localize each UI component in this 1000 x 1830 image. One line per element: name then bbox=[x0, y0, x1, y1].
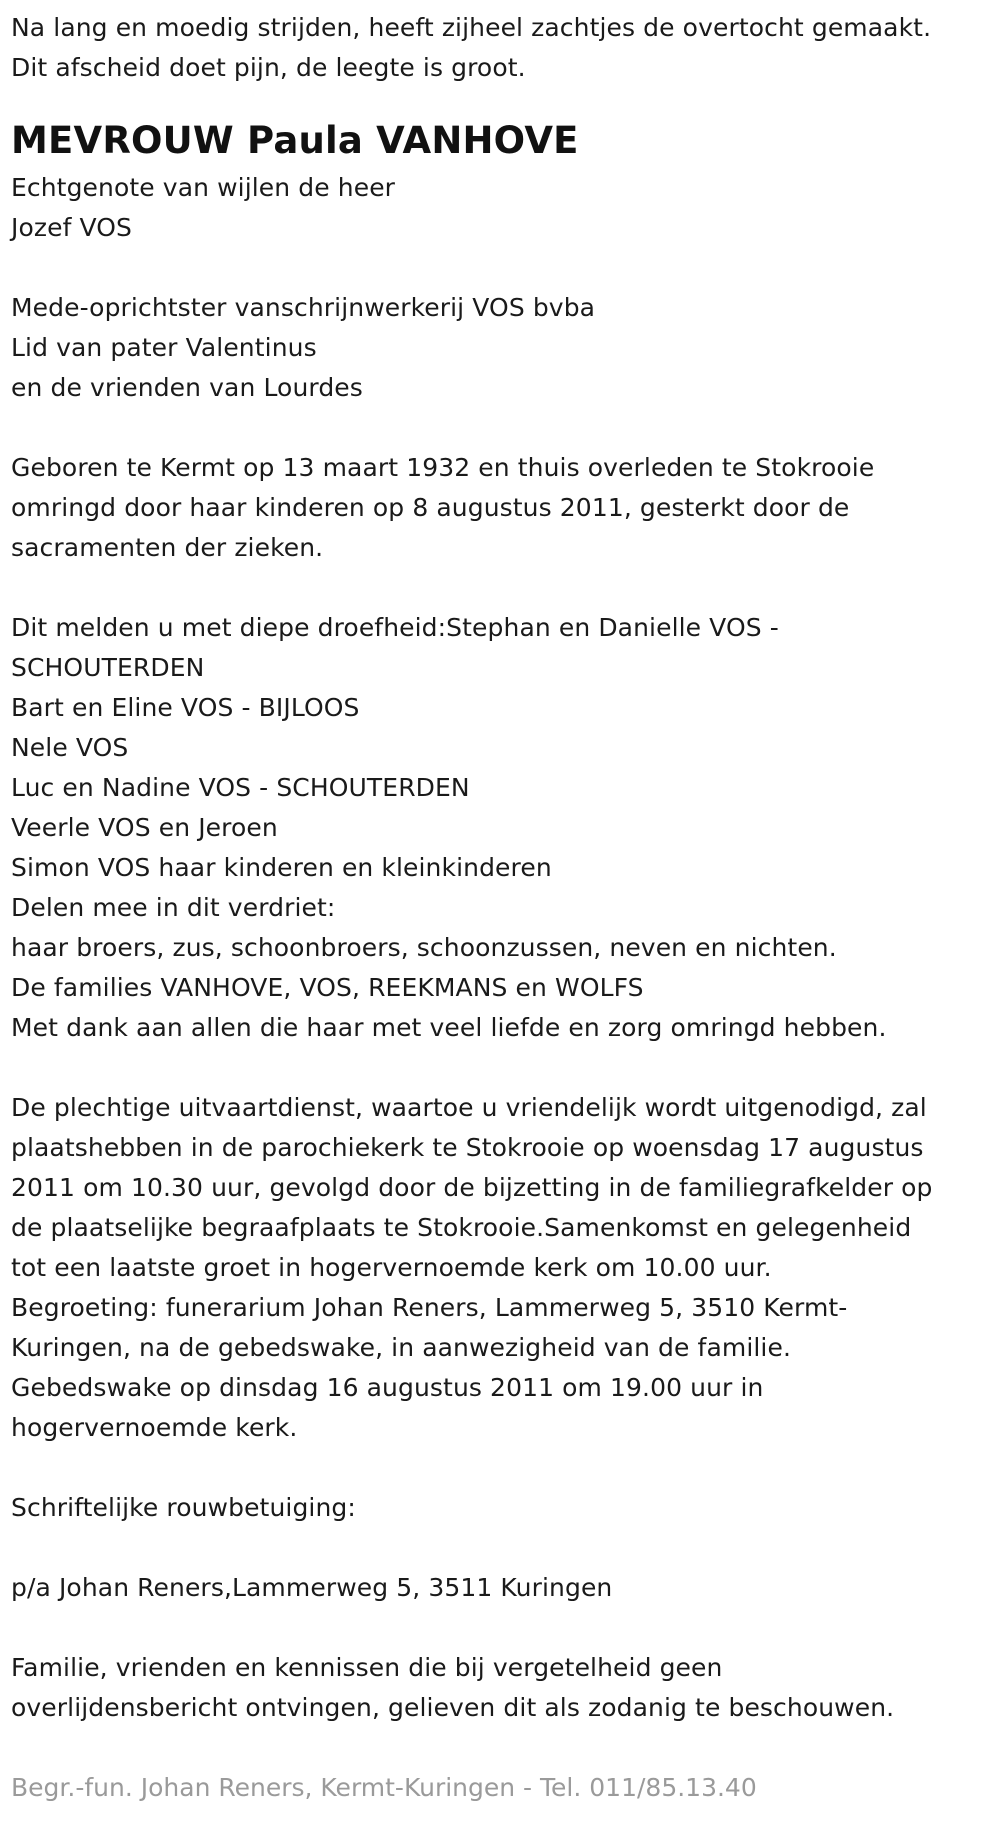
memberships bbox=[11, 288, 996, 408]
deceased-name: MEVROUW Paula VANHOVE bbox=[11, 119, 579, 162]
obituary-notice bbox=[11, 8, 996, 1808]
spacer bbox=[11, 1728, 996, 1768]
family-line: Dit melden u met diepe droefheid:Stephan en Danielle VOS - bbox=[11, 613, 779, 642]
funeral-home-footer: Begr.-fun. Johan Reners, Kermt-Kuringen - Tel. 011/85.13.40 bbox=[11, 1773, 757, 1802]
spacer bbox=[11, 1048, 996, 1088]
spacer bbox=[11, 568, 996, 608]
ceremony-line: de plaatselijke begraafplaats te Stokrooie.Samenkomst en gelegenheid bbox=[11, 1213, 912, 1242]
family-line: Nele VOS bbox=[11, 733, 129, 762]
ceremony-line: Gebedswake op dinsdag 16 augustus 2011 om 19.00 uur in bbox=[11, 1373, 764, 1402]
ceremony-line: Begroeting: funerarium Johan Reners, Lammerweg 5, 3510 Kermt- bbox=[11, 1293, 848, 1322]
intro-text bbox=[11, 8, 996, 88]
closing-line: overlijdensbericht ontvingen, gelieven dit als zodanig te beschouwen. bbox=[11, 1693, 895, 1722]
intro-line: Dit afscheid doet pijn, de leegte is groot. bbox=[11, 53, 526, 82]
family-line: Simon VOS haar kinderen en kleinkinderen bbox=[11, 853, 552, 882]
family-line: Bart en Eline VOS - BIJLOOS bbox=[11, 693, 360, 722]
spacer bbox=[11, 1448, 996, 1488]
family-line: Luc en Nadine VOS - SCHOUTERDEN bbox=[11, 773, 470, 802]
closing-note bbox=[11, 1648, 996, 1728]
membership-line: Lid van pater Valentinus bbox=[11, 333, 317, 362]
condolence-address: p/a Johan Reners,Lammerweg 5, 3511 Kuringen bbox=[11, 1573, 613, 1602]
family-line: De families VANHOVE, VOS, REEKMANS en WOLFS bbox=[11, 973, 644, 1002]
family-line: haar broers, zus, schoonbroers, schoonzussen, neven en nichten. bbox=[11, 933, 837, 962]
ceremony-line: tot een laatste groet in hogervernoemde kerk om 10.00 uur. bbox=[11, 1253, 772, 1282]
ceremony-line: 2011 om 10.30 uur, gevolgd door de bijzetting in de familiegrafkelder op bbox=[11, 1173, 933, 1202]
birth-death-line: omringd door haar kinderen op 8 augustus 2011, gesterkt door de bbox=[11, 493, 850, 522]
family-list bbox=[11, 608, 996, 1048]
family-line: Delen mee in dit verdriet: bbox=[11, 893, 336, 922]
family-line: SCHOUTERDEN bbox=[11, 653, 205, 682]
spacer bbox=[11, 88, 996, 114]
spacer bbox=[11, 408, 996, 448]
spacer bbox=[11, 1528, 996, 1568]
ceremony-line: plaatshebben in de parochiekerk te Stokrooie op woensdag 17 augustus bbox=[11, 1133, 924, 1162]
ceremony-line: De plechtige uitvaartdienst, waartoe u vriendelijk wordt uitgenodigd, zal bbox=[11, 1093, 927, 1122]
spouse-line: Echtgenote van wijlen de heer bbox=[11, 173, 396, 202]
birth-death-line: sacramenten der zieken. bbox=[11, 533, 324, 562]
ceremony-details bbox=[11, 1088, 996, 1448]
closing-line: Familie, vrienden en kennissen die bij vergetelheid geen bbox=[11, 1653, 723, 1682]
ceremony-line: Kuringen, na de gebedswake, in aanwezigheid van de familie. bbox=[11, 1333, 791, 1362]
family-line: Veerle VOS en Jeroen bbox=[11, 813, 278, 842]
birth-death-info bbox=[11, 448, 996, 568]
intro-line: Na lang en moedig strijden, heeft zijheel zachtjes de overtocht gemaakt. bbox=[11, 13, 932, 42]
membership-line: Mede-oprichtster vanschrijnwerkerij VOS bvba bbox=[11, 293, 596, 322]
spouse-info bbox=[11, 168, 996, 248]
birth-death-line: Geboren te Kermt op 13 maart 1932 en thuis overleden te Stokrooie bbox=[11, 453, 875, 482]
spacer bbox=[11, 1608, 996, 1648]
spouse-line: Jozef VOS bbox=[11, 213, 133, 242]
membership-line: en de vrienden van Lourdes bbox=[11, 373, 363, 402]
spacer bbox=[11, 248, 996, 288]
family-line: Met dank aan allen die haar met veel liefde en zorg omringd hebben. bbox=[11, 1013, 887, 1042]
condolence-label: Schriftelijke rouwbetuiging: bbox=[11, 1493, 356, 1522]
ceremony-line: hogervernoemde kerk. bbox=[11, 1413, 298, 1442]
